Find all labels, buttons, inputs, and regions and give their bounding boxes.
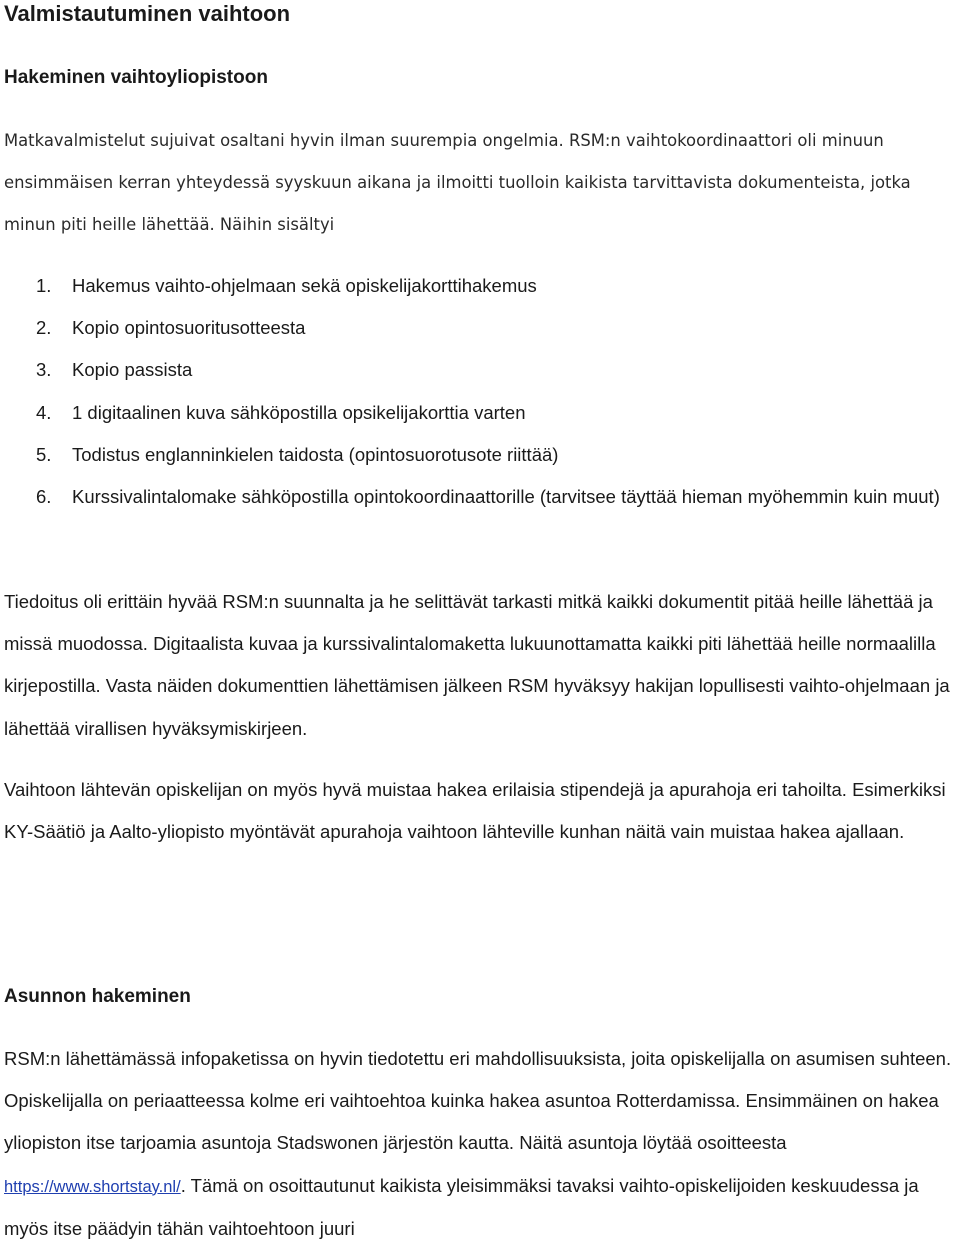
section-heading-exchange-application: Hakeminen vaihtoyliopistoon [4,67,268,88]
list-item [4,349,956,391]
list-item [4,307,956,349]
list-item-text: Kopio passista [72,359,193,381]
list-item-number: 1. [36,275,52,296]
list-item [4,476,956,518]
list-item-number: 3. [36,359,52,381]
section-heading-housing: Asunnon hakeminen [4,986,191,1007]
housing-text-before-link: RSM:n lähettämässä infopaketissa on hyvin tiedotettu eri mahdollisuuksista, joita opiskelijalla on asumisen suhteen. Opiskelijalla on periaatteessa kolme eri vaihtoehtoa kuinka hakea asuntoa Rotterdamissa. Ensimmäinen on hakea yliopiston itse tarjoamia asuntoja Stadswonen järjestön kautta. Näitä asuntoja löytää osoitteesta [4,1048,952,1154]
required-documents-list [4,265,956,518]
list-item-text: Kurssivalintalomake sähköpostilla opintokoordinaattorille (tarvitsee täyttää hieman myöhemmin kuin muut) [72,486,940,508]
list-item-text: 1 digitaalinen kuva sähköpostilla opsikelijakorttia varten [72,401,526,423]
list-item-text: Todistus englanninkielen taidosta (opintosuorotusote riittää) [72,443,559,465]
list-item-number: 2. [36,317,52,339]
body-paragraph-grants: Vaihtoon lähtevän opiskelijan on myös hyvä muistaa hakea erilaisia stipendejä ja apurahoja eri tahoilta. Esimerkiksi KY-Säätiö ja Aalto-yliopisto myöntävät apurahoja vaihtoon lähteville kunhan näitä vain muistaa hakea ajallaan. [4,779,946,843]
document-title: Valmistautuminen vaihtoon [4,1,291,26]
housing-text-after-link: . Tämä on osoittautunut kaikista yleisimmäksi tavaksi vaihto-opiskelijoiden keskuudessa ja myös itse päädyin tähän vaihtoehtoon juuri [4,1174,919,1239]
list-item-text: Hakemus vaihto-ohjelmaan sekä opiskelijakorttihakemus [72,275,537,296]
list-item-number: 5. [36,443,52,465]
intro-paragraph: Matkavalmistelut sujuivat osaltani hyvin ilman suurempia ongelmia. RSM:n vaihtokoordinaattori oli minuun ensimmäisen kerran yhteydessä syyskuun aikana ja ilmoitti tuolloin kaikista tarvittavista dokumenteista, jotka minun piti heille lähettää. Näihin sisältyi [4,131,911,235]
list-item-number: 6. [36,486,52,508]
list-item [4,434,956,476]
list-item [4,265,956,307]
list-item-number: 4. [36,401,52,423]
body-paragraph-info: Tiedoitus oli erittäin hyvää RSM:n suunnalta ja he selittävät tarkasti mitkä kaikki dokumentit pitää heille lähettää ja missä muodossa. Digitaalista kuvaa ja kurssivalintalomaketta lukuunottamatta kaikki piti lähettää heille normaalilla kirjepostilla. Vasta näiden dokumenttien lähettämisen jälkeen RSM hyväksyy hakijan lopullisesti vaihto-ohjelmaan ja lähettää virallisen hyväksymiskirjeen. [4,591,950,739]
list-item-text: Kopio opintosuoritusotteesta [72,317,306,339]
body-paragraph-housing [4,1038,956,1250]
shortstay-link[interactable]: https://www.shortstay.nl/ [4,1177,181,1196]
list-item [4,392,956,434]
